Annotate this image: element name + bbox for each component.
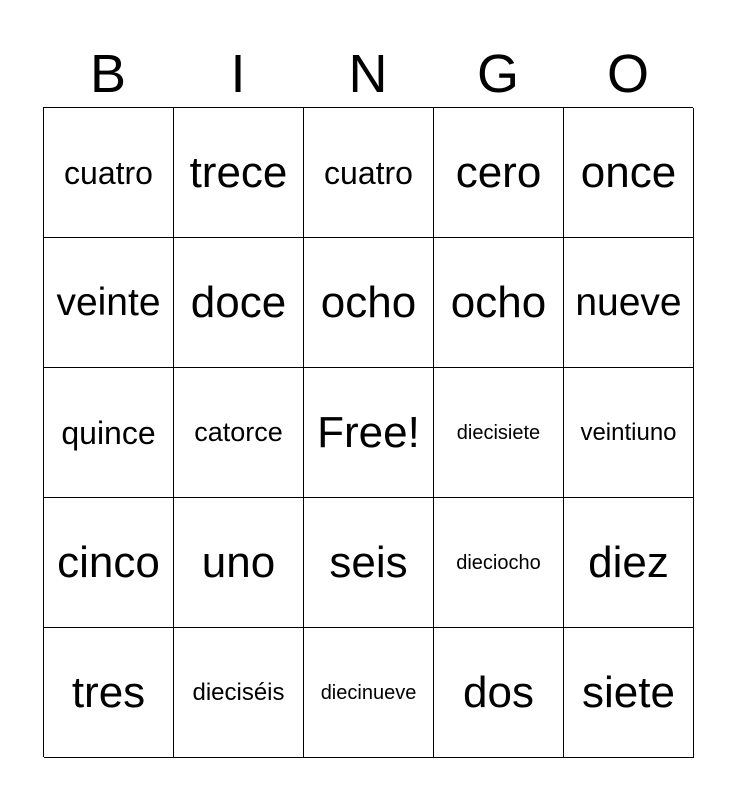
header-letter-n: N	[348, 44, 388, 104]
bingo-cell[interactable]: veinte	[44, 238, 174, 368]
bingo-cell[interactable]: diecisiete	[434, 368, 564, 498]
bingo-cell[interactable]: diecinueve	[304, 628, 434, 758]
bingo-card	[43, 107, 693, 757]
bingo-cell[interactable]: cero	[434, 108, 564, 238]
bingo-cell[interactable]: dieciséis	[174, 628, 304, 758]
bingo-cell[interactable]: cuatro	[304, 108, 434, 238]
bingo-cell[interactable]: siete	[564, 628, 694, 758]
header-letter-o: O	[606, 44, 649, 104]
bingo-cell[interactable]: nueve	[564, 238, 694, 368]
bingo-cell[interactable]: ocho	[434, 238, 564, 368]
bingo-cell[interactable]: trece	[174, 108, 304, 238]
free-space[interactable]: Free!	[304, 368, 434, 498]
bingo-cell[interactable]: quince	[44, 368, 174, 498]
bingo-cell[interactable]: dieciocho	[434, 498, 564, 628]
bingo-cell[interactable]: catorce	[174, 368, 304, 498]
bingo-cell[interactable]: ocho	[304, 238, 434, 368]
bingo-cell[interactable]: cuatro	[44, 108, 174, 238]
header-letter-g: G	[476, 44, 519, 104]
bingo-cell[interactable]: doce	[174, 238, 304, 368]
bingo-cell[interactable]: veintiuno	[564, 368, 694, 498]
bingo-cell[interactable]: diez	[564, 498, 694, 628]
bingo-cell[interactable]: once	[564, 108, 694, 238]
header-letter-b: B	[89, 44, 127, 104]
bingo-cell[interactable]: uno	[174, 498, 304, 628]
header-letter-i: I	[230, 44, 246, 104]
bingo-cell[interactable]: dos	[434, 628, 564, 758]
bingo-cell[interactable]: seis	[304, 498, 434, 628]
bingo-cell[interactable]: tres	[44, 628, 174, 758]
bingo-header	[43, 42, 693, 106]
bingo-cell[interactable]: cinco	[44, 498, 174, 628]
